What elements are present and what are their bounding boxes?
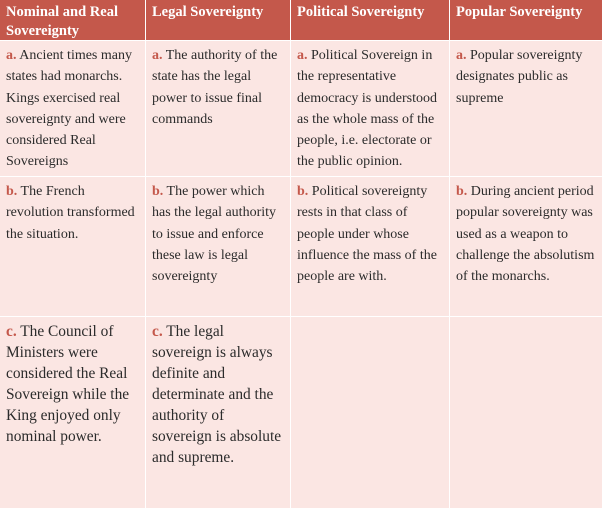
cell-text: The legal sovereign is always definite and determinate and the authority of sovereign is absolute and supreme. [152, 323, 282, 466]
table-cell [291, 177, 450, 317]
cell-text: Political Sovereign in the representative democracy is understood as the whole mass of the people, i.e. electorate or the public opinion. [297, 48, 437, 170]
table-cell [450, 41, 602, 177]
item-marker: a. [297, 48, 308, 63]
cell-text: The power which has the legal authority to issue and enforce these law is legal sovereignty [152, 184, 277, 285]
item-marker: a. [152, 48, 163, 63]
header-political: Political Sovereignty [291, 0, 450, 41]
cell-text: The French revolution transformed the situation. [6, 184, 135, 242]
item-marker: c. [6, 323, 17, 340]
cell-text: Ancient times many states had monarchs. Kings exercised real sovereignty and were considered Real Sovereigns [6, 48, 132, 170]
header-popular: Popular Sovereignty [450, 0, 602, 41]
table-cell [0, 41, 146, 177]
cell-text: Political sovereignty rests in that class of people under whose influence the mass of the people are with. [297, 184, 437, 285]
header-legal: Legal Sovereignty [146, 0, 291, 41]
table-cell [0, 177, 146, 317]
cell-text: The authority of the state has the legal power to issue final commands [152, 48, 278, 127]
table-cell-empty [450, 317, 602, 509]
table-cell [291, 41, 450, 177]
header-nominal-real: Nominal and Real Sovereignty [0, 0, 146, 41]
table-cell [146, 41, 291, 177]
table-cell [450, 177, 602, 317]
table-cell [146, 317, 291, 509]
cell-text: Popular sovereignty designates public as supreme [456, 48, 583, 106]
item-marker: b. [456, 184, 468, 199]
item-marker: a. [456, 48, 467, 63]
cell-text: During ancient period popular sovereignty was used as a weapon to challenge the absolutism of the monarchs. [456, 184, 595, 285]
cell-text: The Council of Ministers were considered the Real Sovereign while the King enjoyed only nominal power. [6, 323, 130, 445]
table-cell [146, 177, 291, 317]
table-cell-empty [291, 317, 450, 509]
item-marker: c. [152, 323, 163, 340]
item-marker: b. [152, 184, 164, 199]
item-marker: a. [6, 48, 17, 63]
item-marker: b. [6, 184, 18, 199]
table-cell [0, 317, 146, 509]
item-marker: b. [297, 184, 309, 199]
